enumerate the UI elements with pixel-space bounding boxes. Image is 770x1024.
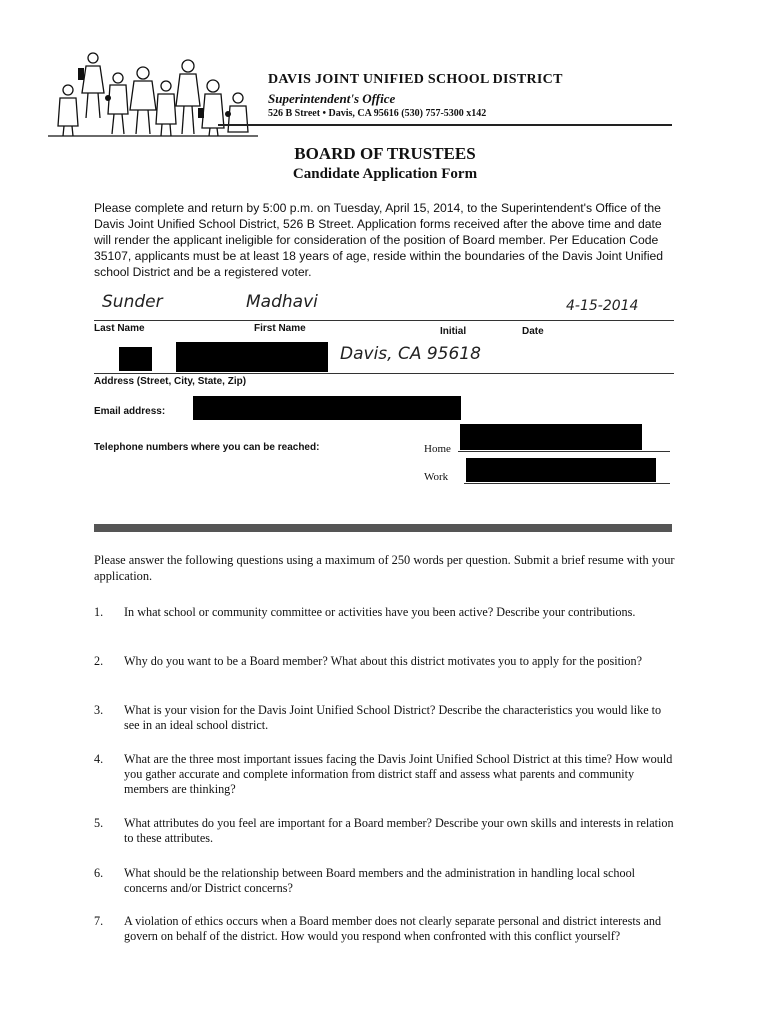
intro-paragraph: Please complete and return by 5:00 p.m. on Tuesday, April 15, 2014, to the Superintendent's Office of the Davis Joint Unified School District, 526 B Street. Application forms received after the above time and date will render the applicant ineligible for consideration of the position of Board member. Per Education Code 35107, applicants must be at least 18 years of age, reside within the boundaries of the Davis Joint Unified school District and be a registered voter. bbox=[94, 201, 664, 279]
question-number: 6. bbox=[94, 866, 104, 880]
address-line bbox=[94, 373, 674, 374]
last-name-value[interactable]: Sunder bbox=[102, 292, 163, 312]
district-name: DAVIS JOINT UNIFIED SCHOOL DISTRICT bbox=[268, 72, 563, 87]
home-phone-line bbox=[458, 451, 670, 452]
question-text: What attributes do you feel are important for a Board member? Describe your own skills and interests in relation to these attributes. bbox=[124, 816, 674, 845]
last-name-label: Last Name bbox=[94, 323, 145, 334]
office-name: Superintendent's Office bbox=[268, 91, 396, 106]
telephone-label: Telephone numbers where you can be reached: bbox=[94, 442, 320, 453]
section-divider bbox=[94, 524, 672, 532]
date-value[interactable]: 4-15-2014 bbox=[566, 298, 639, 314]
question-text: What are the three most important issues facing the Davis Joint Unified School District at this time? How would you gather accurate and complete information from district staff and assess what parents and community members are thinking? bbox=[124, 752, 673, 796]
redacted-email bbox=[193, 396, 461, 420]
work-phone-line bbox=[464, 483, 670, 484]
email-label: Email address: bbox=[94, 406, 166, 417]
question-text: What is your vision for the Davis Joint Unified School District? Describe the characteristics you would like to see in an ideal school district. bbox=[124, 703, 662, 732]
initial-label: Initial bbox=[440, 326, 467, 337]
name-line bbox=[94, 320, 674, 321]
question-text: Why do you want to be a Board member? What about this district motivates you to apply for the position? bbox=[124, 654, 642, 668]
question-number: 2. bbox=[94, 654, 104, 668]
question-text: What should be the relationship between Board members and the administration in handling local school concerns and/or District concerns? bbox=[124, 866, 636, 895]
question-number: 1. bbox=[94, 605, 104, 619]
question-number: 3. bbox=[94, 703, 104, 717]
first-name-value[interactable]: Madhavi bbox=[246, 292, 318, 312]
redacted-work-phone bbox=[466, 458, 656, 482]
first-name-label: First Name bbox=[254, 323, 306, 334]
work-phone-label: Work bbox=[424, 471, 449, 483]
header-rule bbox=[218, 124, 672, 126]
instructions: Please answer the following questions using a maximum of 250 words per question. Submit a brief resume with your application. bbox=[94, 553, 675, 583]
redacted-street-number bbox=[119, 347, 152, 371]
redacted-home-phone bbox=[460, 424, 642, 450]
date-label: Date bbox=[522, 326, 544, 337]
redacted-street-name bbox=[176, 342, 328, 372]
address-value[interactable]: Davis, CA 95618 bbox=[340, 344, 481, 364]
district-address: 526 B Street • Davis, CA 95616 (530) 757-5300 x142 bbox=[268, 108, 487, 119]
question-number: 5. bbox=[94, 816, 104, 830]
home-phone-label: Home bbox=[424, 443, 451, 455]
question-number: 7. bbox=[94, 914, 104, 928]
question-number: 4. bbox=[94, 752, 104, 766]
address-label: Address (Street, City, State, Zip) bbox=[94, 376, 247, 387]
form-title: BOARD OF TRUSTEES bbox=[294, 144, 476, 163]
question-text: In what school or community committee or activities have you been active? Describe your contributions. bbox=[124, 605, 636, 619]
question-text: A violation of ethics occurs when a Board member does not clearly separate personal and district interests and govern on behalf of the district. How would you respond when confronted with this conflict yourself? bbox=[124, 914, 662, 943]
form-subtitle: Candidate Application Form bbox=[292, 166, 478, 182]
